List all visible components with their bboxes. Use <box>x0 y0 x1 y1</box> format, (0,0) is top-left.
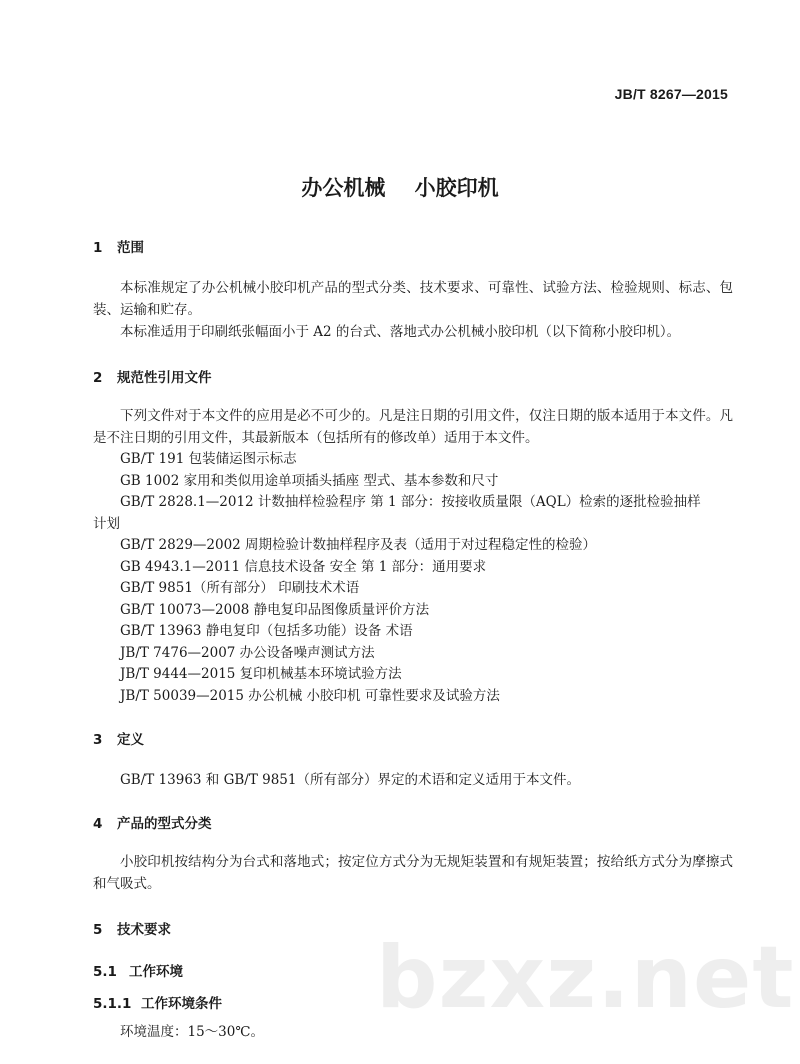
section-title: 工作环境 <box>129 964 183 980</box>
reference-item: GB 4943.1—2011 信息技术设备 安全 第 1 部分：通用要求 <box>120 559 487 575</box>
reference-item: GB 1002 家用和类似用途单项插头插座 型式、基本参数和尺寸 <box>120 473 499 489</box>
section-5-1-1-heading <box>93 992 222 1012</box>
section-title: 工作环境条件 <box>141 996 222 1012</box>
section-number: 5.1.1 <box>93 996 132 1012</box>
section-3-paragraph-1: GB/T 13963 和 GB/T 9851（所有部分）界定的术语和定义适用于本文件。 <box>120 772 580 788</box>
reference-continuation: 计划 <box>93 515 120 532</box>
document-title: 办公机械 小胶印机 <box>301 176 499 200</box>
section-number: 2 <box>93 370 103 386</box>
watermark: bzxz.net <box>376 928 795 1028</box>
section-3-heading <box>93 728 144 748</box>
section-title: 产品的型式分类 <box>117 816 212 832</box>
section-title: 规范性引用文件 <box>117 370 212 386</box>
reference-item: GB/T 13963 静电复印（包括多功能）设备 术语 <box>120 623 413 639</box>
section-number: 5 <box>93 922 103 938</box>
section-1-heading <box>93 236 144 256</box>
reference-item <box>93 492 733 535</box>
section-title: 技术要求 <box>117 922 171 938</box>
section-5-heading <box>93 918 171 938</box>
section-1-paragraph-1: 本标准规定了办公机械小胶印机产品的型式分类、技术要求、可靠性、试验方法、检验规则、标志、包装、运输和贮存。 <box>93 280 733 318</box>
reference-item: GB/T 9851（所有部分） 印刷技术术语 <box>120 580 360 596</box>
section-title: 定义 <box>117 732 144 748</box>
section-title: 范围 <box>117 240 144 256</box>
section-4-paragraph-1: 小胶印机按结构分为台式和落地式；按定位方式分为无规矩装置和有规矩装置；按给纸方式分为摩擦式和气吸式。 <box>93 854 733 892</box>
section-1-paragraph-2: 本标准适用于印刷纸张幅面小于 A2 的台式、落地式办公机械小胶印机（以下简称小胶印机）。 <box>120 324 681 340</box>
reference-item: GB/T 2829—2002 周期检验计数抽样程序及表（适用于对过程稳定性的检验） <box>120 537 597 553</box>
reference-item: JB/T 9444—2015 复印机械基本环境试验方法 <box>120 666 402 682</box>
reference-item: JB/T 50039—2015 办公机械 小胶印机 可靠性要求及试验方法 <box>120 688 500 704</box>
section-2-paragraph-1: 下列文件对于本文件的应用是必不可少的。凡是注日期的引用文件，仅注日期的版本适用于本文件。凡是不注日期的引用文件，其最新版本（包括所有的修改单）适用于本文件。 <box>93 408 733 446</box>
section-number: 3 <box>93 732 103 748</box>
reference-item: JB/T 7476—2007 办公设备噪声测试方法 <box>120 645 375 661</box>
section-5-1-1-paragraph-1: 环境温度：15～30℃。 <box>120 1024 264 1040</box>
section-number: 4 <box>93 816 103 832</box>
section-4-heading <box>93 812 212 832</box>
section-2-heading <box>93 366 212 386</box>
reference-item: GB/T 10073—2008 静电复印品图像质量评价方法 <box>120 602 430 618</box>
section-number: 5.1 <box>93 964 117 980</box>
reference-text: GB/T 2828.1—2012 计数抽样检验程序 第 1 部分：按接收质量限（AQL）检索的逐批检验抽样 <box>120 494 701 510</box>
document-number: JB/T 8267—2015 <box>614 86 728 102</box>
section-number: 1 <box>93 240 103 256</box>
reference-item: GB/T 191 包装储运图示标志 <box>120 451 297 467</box>
section-5-1-heading <box>93 960 183 980</box>
